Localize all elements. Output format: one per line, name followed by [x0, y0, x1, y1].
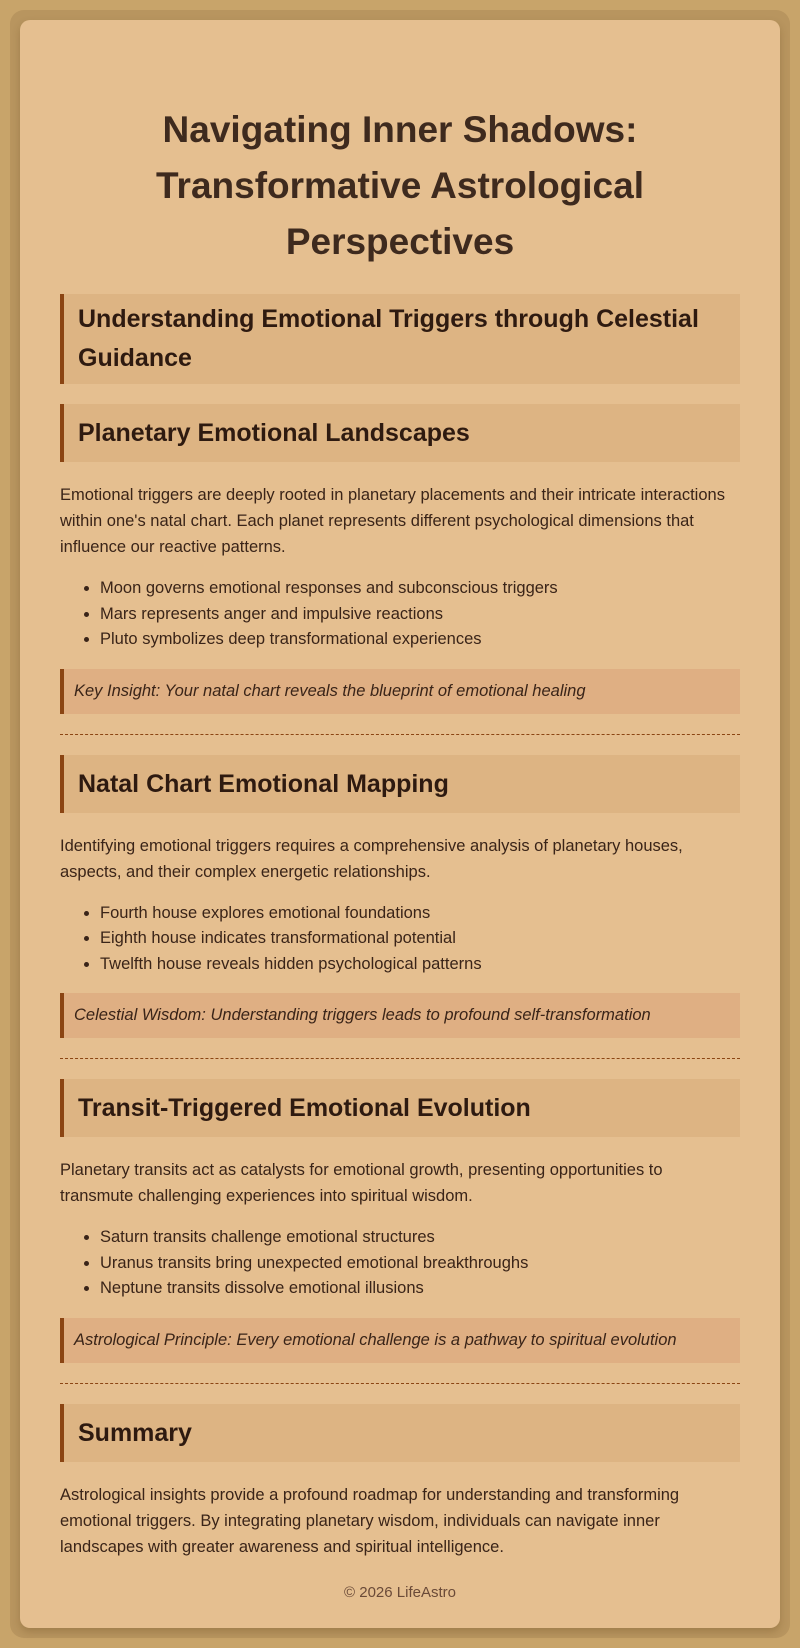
section-heading: Understanding Emotional Triggers through Celestial Guidance [60, 294, 740, 384]
summary-paragraph: Astrological insights provide a profound roadmap for understanding and transforming emotional triggers. By integrating planetary wisdom, individuals can navigate inner landscapes with greater awareness and spiritual intelligence. [60, 1485, 680, 1556]
section-divider [60, 1058, 740, 1059]
insight-callout: Key Insight: Your natal chart reveals the blueprint of emotional healing [60, 669, 740, 714]
section-paragraph: Identifying emotional triggers requires a comprehensive analysis of planetary houses, aspects, and their complex energetic relationships. [60, 836, 683, 881]
title-line-1: Navigating Inner Shadows: [162, 109, 638, 150]
list-item: • Fourth house explores emotional foundations [100, 901, 740, 927]
section-natal-mapping [60, 755, 740, 1039]
list-item: • Saturn transits challenge emotional structures [100, 1225, 740, 1251]
list-item: • Twelfth house reveals hidden psychological patterns [100, 952, 740, 978]
list-item: • Eighth house indicates transformational potential [100, 926, 740, 952]
bullet-list [60, 576, 740, 653]
title-line-2: Transformative Astrological [156, 165, 644, 206]
section-summary [60, 1404, 740, 1560]
section-divider [60, 734, 740, 735]
bullet-list [60, 1225, 740, 1302]
subsection-heading: Transit-Triggered Emotional Evolution [60, 1079, 740, 1137]
page-title [60, 102, 740, 270]
list-item: • Pluto symbolizes deep transformational experiences [100, 627, 740, 653]
subsection-heading: Planetary Emotional Landscapes [60, 404, 740, 462]
summary-heading: Summary [60, 1404, 740, 1462]
list-item: • Neptune transits dissolve emotional illusions [100, 1276, 740, 1302]
list-item: • Moon governs emotional responses and subconscious triggers [100, 576, 740, 602]
section-paragraph: Emotional triggers are deeply rooted in planetary placements and their intricate interactions within one's natal chart. Each planet represents different psychological dimensions that influence our reactive patterns. [60, 486, 725, 556]
section-paragraph: Planetary transits act as catalysts for emotional growth, presenting opportunities to transmute challenging experiences into spiritual wisdom. [60, 1161, 663, 1205]
bullet-list [60, 901, 740, 978]
subsection-heading: Natal Chart Emotional Mapping [60, 755, 740, 813]
section-divider [60, 1383, 740, 1384]
footer-copyright: © 2026 LifeAstro [344, 1583, 456, 1601]
insight-callout: Astrological Principle: Every emotional challenge is a pathway to spiritual evolution [60, 1318, 740, 1363]
list-item: • Uranus transits bring unexpected emotional breakthroughs [100, 1251, 740, 1277]
list-item: • Mars represents anger and impulsive reactions [100, 602, 740, 628]
section-planetary-landscapes [60, 404, 740, 714]
section-transit-evolution [60, 1079, 740, 1363]
page-frame [10, 10, 790, 1638]
insight-callout: Celestial Wisdom: Understanding triggers leads to profound self-transformation [60, 993, 740, 1038]
article-card [20, 20, 780, 1628]
title-line-3: Perspectives [285, 221, 515, 262]
